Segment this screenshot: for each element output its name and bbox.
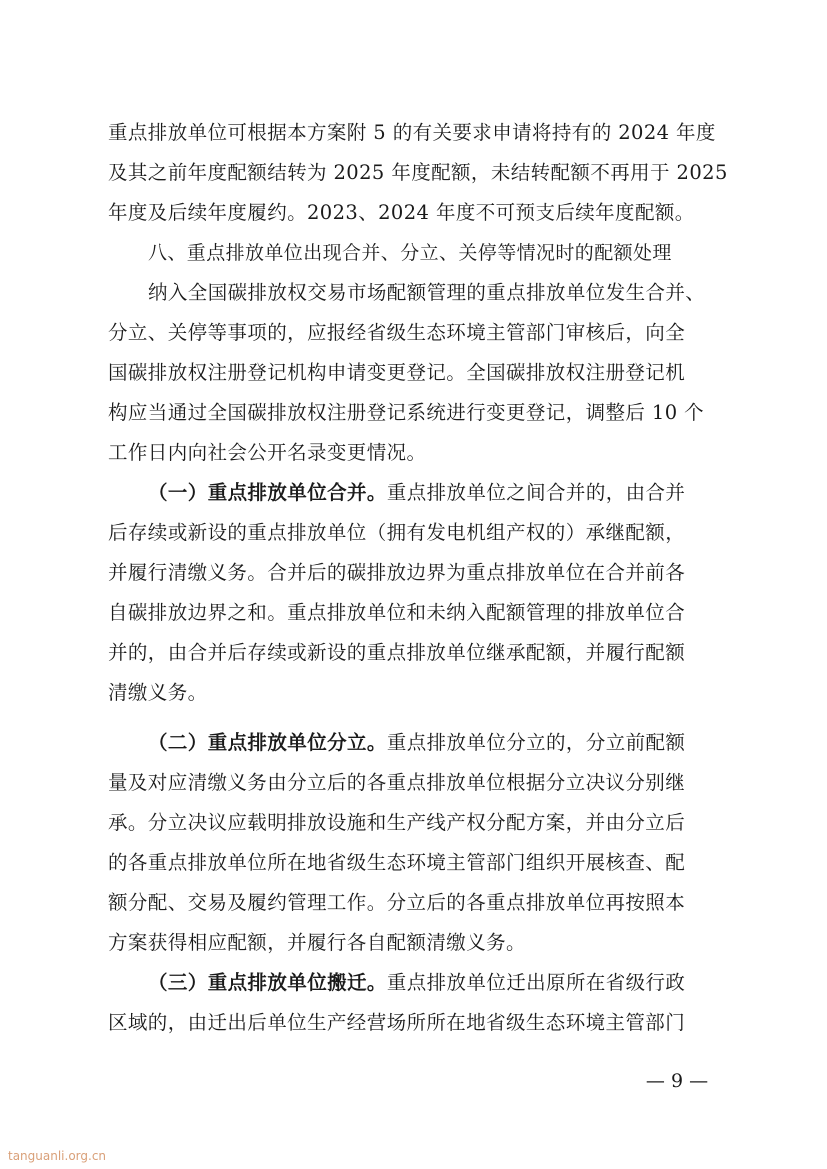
body-text-line: 及其之前年度配额结转为 2025 年度配额，未结转配额不再用于 2025 (108, 161, 728, 184)
body-text-line: 额分配、交易及履约管理工作。分立后的各重点排放单位再按照本 (108, 891, 686, 914)
subsection-title-division: （二）重点排放单位分立。 (148, 731, 387, 754)
subsection-merger-first-line (148, 481, 728, 505)
body-text-line: 量及对应清缴义务由分立后的各重点排放单位根据分立决议分别继 (108, 771, 686, 794)
body-text: 重点排放单位之间合并的，由合并 (386, 481, 686, 504)
subsection-division-first-line (148, 731, 728, 755)
watermark-text: tanguanli.org.cn (8, 1149, 107, 1163)
body-text-line: 年度及后续年度履约。2023、2024 年度不可预支后续年度配额。 (108, 201, 695, 224)
body-text-line: 构应当通过全国碳排放权注册登记系统进行变更登记，调整后 10 个 (108, 401, 705, 424)
body-text-line: 清缴义务。 (108, 681, 208, 704)
body-text-line: 方案获得相应配额，并履行各自配额清缴义务。 (108, 931, 526, 954)
body-text-line: 承。分立决议应载明排放设施和生产线产权分配方案，并由分立后 (108, 811, 686, 834)
body-text-line: 并的，由合并后存续或新设的重点排放单位继承配额，并履行配额 (108, 641, 686, 664)
section-heading: 八、重点排放单位出现合并、分立、关停等情况时的配额处理 (148, 242, 672, 264)
subsection-relocation-first-line (148, 971, 728, 995)
body-text-line: 自碳排放边界之和。重点排放单位和未纳入配额管理的排放单位合 (108, 601, 686, 624)
body-text-line: 重点排放单位可根据本方案附 5 的有关要求申请将持有的 2024 年度 (108, 121, 716, 144)
body-text-line: 工作日内向社会公开名录变更情况。 (108, 441, 427, 464)
body-text-line: 后存续或新设的重点排放单位（拥有发电机组产权的）承继配额， (108, 521, 686, 544)
body-text-line: 分立、关停等事项的，应报经省级生态环境主管部门审核后，向全 (108, 321, 686, 344)
body-text-line: 的各重点排放单位所在地省级生态环境主管部门组织开展核查、配 (108, 851, 686, 874)
body-text-line: 纳入全国碳排放权交易市场配额管理的重点排放单位发生合并、 (148, 281, 706, 304)
body-text: 重点排放单位迁出原所在省级行政 (386, 971, 686, 994)
subsection-title-relocation: （三）重点排放单位搬迁。 (148, 971, 387, 994)
body-text-line: 区域的，由迁出后单位生产经营场所所在地省级生态环境主管部门 (108, 1011, 686, 1034)
page-number: — 9 — (645, 1070, 709, 1092)
body-text-line: 国碳排放权注册登记机构申请变更登记。全国碳排放权注册登记机 (108, 361, 686, 384)
subsection-title-merger: （一）重点排放单位合并。 (148, 481, 387, 504)
body-text: 重点排放单位分立的，分立前配额 (386, 731, 686, 754)
body-text-line: 并履行清缴义务。合并后的碳排放边界为重点排放单位在合并前各 (108, 561, 686, 584)
